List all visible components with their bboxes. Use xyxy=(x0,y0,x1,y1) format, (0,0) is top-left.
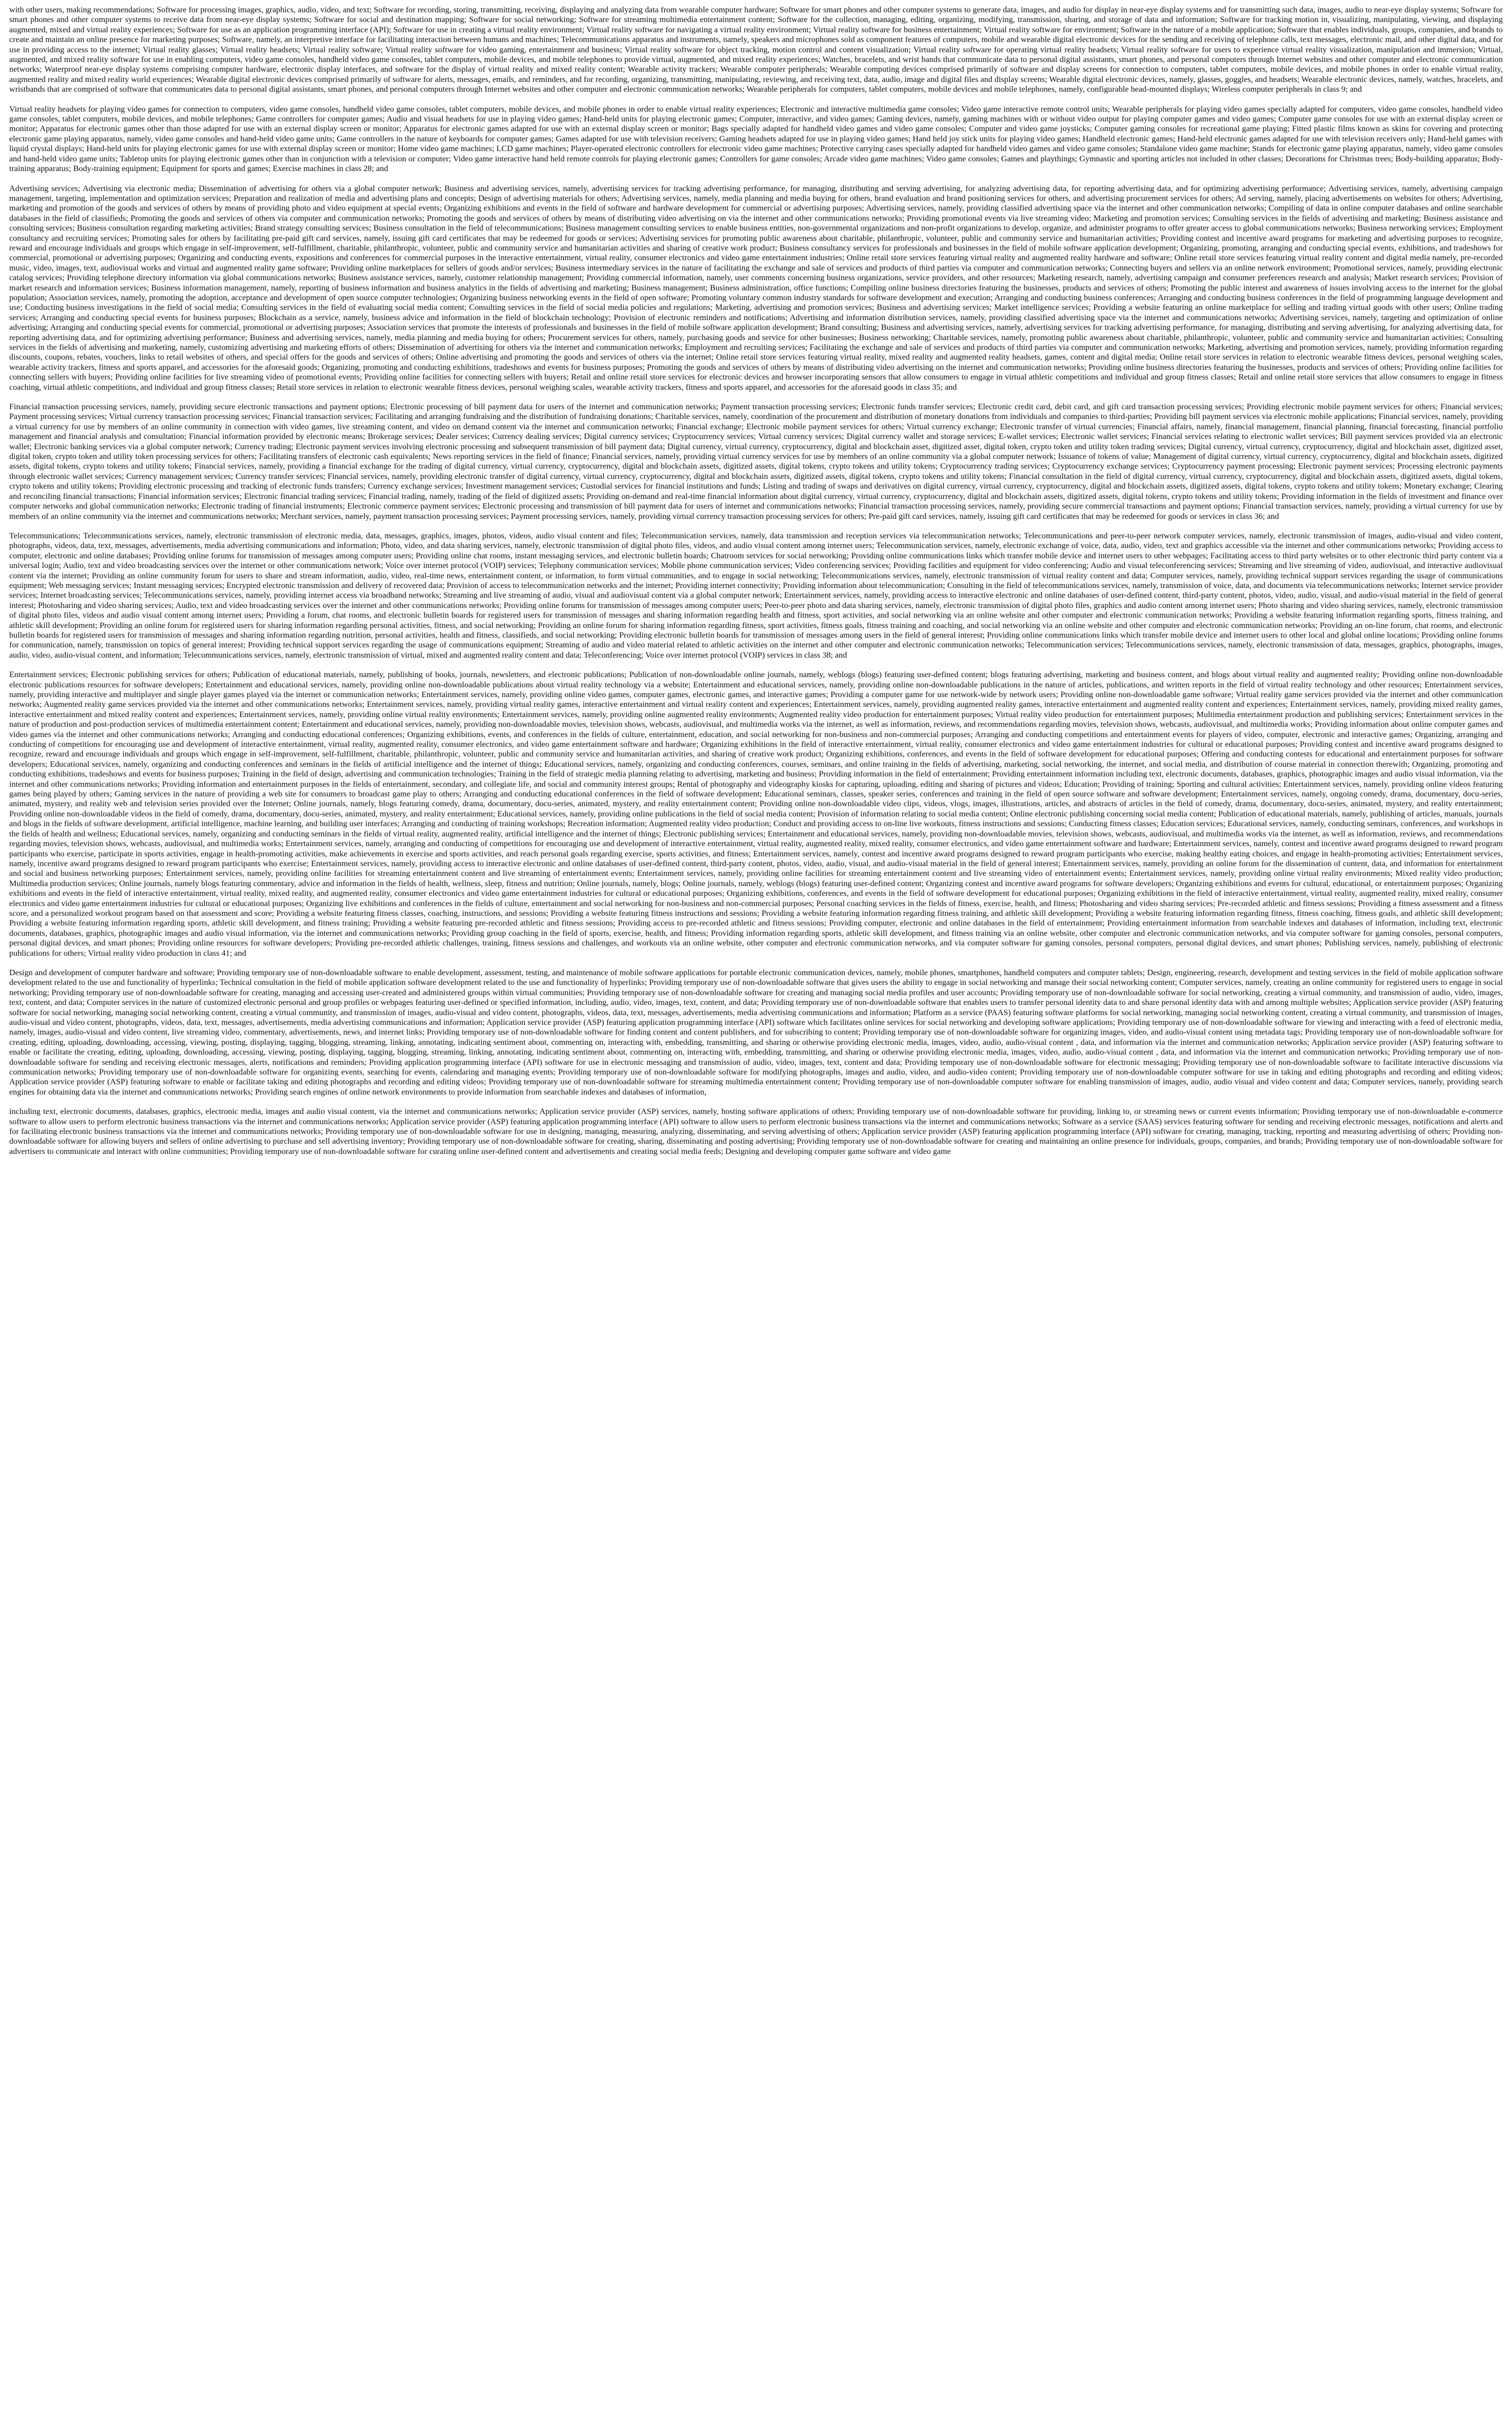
class-38-paragraph: Telecommunications; Telecommunications services, namely, electronic transmission of electronic media, data, messages, graphics, images, photos, videos, audio visual content and files; Telecommunication services, namely, data transmission and reception services via telecommunication networks; Telecommunications and peer-to-peer network computer services, namely, electronic transmission of images, audio-visual and video content, photographs, videos, data, text, messages, advertisements, media advertising communications and information; Photo, video, and data sharing services, namely, electronic transmission of digital photo files, videos, and audio visual content among internet users; Telecommunication services, namely, electronic exchange of voice, data, audio, video, text and graphics accessible via the internet and other communications networks; Providing access to computer, electronic and online databases; Providing online forums for transmission of messages among computer users; Providing online chat rooms, instant messaging services, and electronic bulletin boards; Chatroom services for social networking; Providing online communications links which transfer mobile device and internet users to other webpages; Facilitating access to third party websites or to other electronic third party content via a universal login; Audio, text and video broadcasting services over the internet or other communications network; Voice over internet protocol (VOIP) services; Telephony communication services; Mobile phone communication services; Video conferencing services; Providing facilities and equipment for video conferencing; Audio and visual teleconferencing services; Streaming and live streaming of video, audiovisual, and interactive audiovisual content via the internet; Providing an online community forum for users to share and stream information, audio, video, real-time news, entertainment content, or information, to form virtual communities, and to engage in social networking; Telecommunications services, namely, electronic transmission of virtual reality content and data; Computer services, namely, providing technical support services regarding the usage of communications equipment; Web messaging services; Instant messaging services; Encrypted electronic transmission and delivery of recovered data; Provision of access to telecommunication networks and the internet; Providing internet connectivity; Providing information about telecommunication; Consulting in the field of telecommunications services, namely, transmission of voice, data, and documents via telecommunications networks; Internet service provider services; Internet broadcasting services; Telecommunications services, namely, providing internet access via broadband networks; Streaming and live streaming of audio, visual and audiovisual content via a global computer network; Entertainment services, namely, providing access to interactive electronic and online databases of user-defined content, third-party content, photos, video, audio, visual, and audio-visual material in the field of general interest; Photosharing and video sharing services; Audio, text and video broadcasting services over the internet and other communications networks; Providing online forums for transmission of messages among computer users; Peer-to-peer photo and data sharing services, namely, electronic transmission of digital photo files, graphics and audio content among internet users; Photo sharing and video sharing services, namely, electronic transmission of digital photo files, videos and audio visual content among internet users; Providing a forum, chat rooms, and electronic bulletin boards for registered users for transmission of messages and sharing information regarding health and fitness, sport activities, and social networking via an online website and other computer and electronic communication networks; Providing a website featuring information regarding sports, fitness training, and athletic skill development; Providing an online forum for registered users for sharing information regarding personal activities, fitness, and social networking; Providing an online forum for sharing information regarding fitness, sport activities, fitness goals, fitness training and coaching, and social networking via an online website and other computer and electronic communication networks; Providing an on-line forum, chat rooms, and electronic bulletin boards for registered users for transmission of messages and sharing information regarding nutrition, personal activities, health and fitness, classifieds, and social networking; Providing electronic bulletin boards for transmission of messages among users in the field of general interest; Providing online communications links which transfer mobile device and internet users to other local and global online locations; Providing online forums for communication, namely, transmission on topics of general interest; Providing technical support services regarding the usage of communications equipment; Streaming of audio and video material related to athletic activities on the internet and other computer and electronic communication networks; Telecommunication services; Telecommunications services, namely, electronic transmission of data, messages, graphics, photographs, images, audio, video, audio-visual content, and information; Telecommunications services, namely, electronic transmission of virtual, mixed and augmented reality content and data; Teleconferencing; Voice over internet protocol (VOIP) services in class 38; and xyxy=(9,531,1503,660)
class-36-paragraph: Financial transaction processing services, namely, providing secure electronic transactions and payment options; Electronic processing of bill payment data for users of the internet and communication networks; Payment transaction processing services; Electronic funds transfer services; Electronic credit card, debit card, and gift card transaction processing services; Providing electronic mobile payment services for others; Financial services; Payment processing services; Virtual currency transaction processing services; Financial transaction services; Facilitating and arranging fundraising and the distribution of fundraising donations; Charitable services, namely, coordination of the procurement and distribution of monetary donations from individuals and companies to third-parties; Providing bill payment services via electronic mobile applications; Financial services, namely, providing a virtual currency for use by members of an online community in connection with video games, live streaming content, and video on demand content via the internet and communication networks; Financial exchange; Electronic mobile payment services for others; Virtual currency exchange; Electronic transfer of virtual currencies; Financial affairs, namely, financial management, financial planning, financial forecasting, financial portfolio management and financial analysis and consultation; Financial information provided by electronic means; Brokerage services; Dealer services; Currency dealing services; Digital currency services; Cryptocurrency services; Virtual currency services; Digital currency wallet and storage services; E-wallet services; Electronic wallet services; Financial services relating to electronic wallet services; Bill payment services provided via an electronic wallet; Electronic banking services via a global computer network; Currency trading; Electronic payment services involving electronic processing and subsequent transmission of bill payment data; Digital currency, virtual currency, cryptocurrency, digital and blockchain asset, digitized asset, digital token, crypto token and utility token trading services; Digital currency, virtual currency, cryptocurrency, digital and blockchain asset, digitized asset, digital token, crypto token and utility token processing services for others; Facilitating transfers of electronic cash equivalents; News reporting services in the field of finance; Financial services, namely, providing virtual currency services for use by members of an online community via a global computer network; Issuance of tokens of value; Management of digital currency, virtual currency, cryptocurrency, digital and blockchain assets, digitized assets, digital tokens, crypto tokens and utility tokens; Financial services, namely, providing a financial exchange for the trading of digital currency, virtual currency, cryptocurrency, digital and blockchain assets, digitized assets, digital tokens, crypto tokens and utility tokens; Cryptocurrency trading services; Cryptocurrency exchange services; Cryptocurrency payment processing; Electronic payment services; Processing electronic payments through electronic wallet services; Currency management services; Currency transfer services; Financial services, namely, providing electronic transfer of digital currency, virtual currency, cryptocurrency, digital and blockchain assets, digitized assets, digital tokens, crypto tokens and utility tokens; Financial consultation in the field of digital currency, virtual currency, cryptocurrency, digital and blockchain assets, digitized assets, digital tokens, crypto tokens and utility tokens; Providing electronic processing and tracking of electronic funds transfers; Currency exchange services; Investment management services; Custodial services for financial institutions and funds; Listing and trading of swaps and derivatives on digital currency, virtual currency, cryptocurrency, digital and blockchain assets, digitized assets, digital tokens, crypto tokens and utility tokens; Monetary exchange; Clearing and reconciling financial transactions; Financial information services; Electronic financial trading services; Financial trading, namely, trading of the field of digitized assets; Providing on-demand and real-time financial information about digital currency, virtual currency, cryptocurrency, digital and blockchain assets, digitized assets, digital tokens, crypto tokens and utility tokens; Providing information in the fields of investment and finance over computer networks and global communication networks; Electronic trading of financial instruments; Electronic commerce payment services; Electronic processing and transmission of bill payment data for users of internet and communications networks; Financial transaction processing services, namely, providing secure commercial transactions and payment options; Financial transaction services, namely, providing a virtual currency for use by members of an online community via the internet and communications networks; Merchant services, namely, payment transaction processing services; Payment processing services, namely, providing virtual currency transaction processing services for others; Pre-paid gift card services, namely, issuing gift card certificates that may be redeemed for goods or services in class 36; and xyxy=(9,402,1503,521)
class-42-continuation-paragraph: including text, electronic documents, databases, graphics, electronic media, images and audio visual content, via the internet and communications networks; Application service provider (ASP) services, namely, hosting software applications of others; Providing temporary use of non-downloadable software for providing, linking to, or streaming news or current events information; Providing temporary use of non-downloadable e-commerce software to allow users to perform electronic business transactions via the internet and communications networks; Application service provider (ASP) featuring application programming interface (API) software to allow users to perform electronic business transactions via the internet and communications networks; Software as a service (SAAS) services featuring software for sending and receiving electronic messages, notifications and alerts and for facilitating electronic business transactions via the internet and communications networks; Providing temporary use of non-downloadable software for use in designing, managing, measuring, analyzing, disseminating, and serving advertising of others; Application service provider (ASP) featuring application programming interface (API) software for creating, managing, tracking, reporting and measuring advertising of others; Providing non-downloadable software for allowing buyers and sellers of online advertising to purchase and sell advertising inventory; Providing temporary use of non-downloadable software for creating, sharing, disseminating and posting advertising; Providing temporary use of non-downloadable software for creating and maintaining an online presence for individuals, groups, companies, and brands; Providing temporary use of non-downloadable software for advertisers to communicate and interact with online communities; Providing temporary use of non-downloadable software for curating online user-defined content and advertisements and creating social media feeds; Designing and developing computer game software and video game xyxy=(9,1107,1503,1156)
class-41-paragraph: Entertainment services; Electronic publishing services for others; Publication of educational materials, namely, publishing of books, journals, newsletters, and electronic publications; Publication of non-downloadable online journals, namely, weblogs (blogs) featuring user-defined content; blogs featuring advertising, marketing and business content, and blogs about virtual reality and augmented reality; Providing online non-downloadable electronic publications resources for software developers; Entertainment and educational services, namely, providing online non-downloadable publications about virtual reality technology via a website; Entertainment and educational services, namely, providing online non-downloadable publications in the nature of articles, publications, and written reports in the field of virtual reality technology and other resources; Entertainment services, namely, providing interactive and multiplayer and single player games played via the internet or communication networks; Entertainment services, namely, providing online video games, computer games, electronic games, and interactive games; Providing a computer game for use network-wide by network users; Providing online non-downloadable game software; Virtual reality game services provided via the internet and other communication networks; Augmented reality game services provided via the internet and other communications networks; Entertainment services, namely, providing virtual reality games, interactive entertainment and virtual reality content and experiences; Entertainment services, namely, providing augmented reality games, interactive entertainment and augmented reality content and experiences; Entertainment services, namely, providing mixed reality games, interactive entertainment and mixed reality content and experiences; Entertainment services, namely, providing online virtual reality environments; Entertainment services, namely, providing online augmented reality environments; Augmented reality video production for entertainment purposes; Virtual reality video production for entertainment purposes; Multimedia entertainment production and publishing services; Entertainment services in the nature of production and post-production services of multimedia entertainment content; Entertainment and educational services, namely, providing non-downloadable movies, television shows, webcasts, audiovisual, and multimedia works via the internet, as well as information, reviews, and recommendations regarding movies, television shows, webcasts, audiovisual, and multimedia works; Providing information about online computer games and video games via the internet and other communications networks; Arranging and conducting educational conferences; Organizing exhibitions, events, and conferences in the fields of culture, entertainment, education, and social networking for non-business and non-commercial purposes; Arranging and conducting competitions and entertainment events for players of video, computer, electronic and interactive games; Organizing, arranging and conducting of competitions for encouraging use and development of interactive entertainment, virtual reality, augmented reality, consumer electronics, and video game entertainment software and hardware; Organizing exhibitions in the field of interactive entertainment, virtual reality, consumer electronics and video game entertainment industries for cultural or educational purposes; Providing contest and incentive award programs designed to recognize, reward and encourage individuals and groups which engage in self-improvement, self-fulfillment, charitable, philanthropic, volunteer, public and community service and humanitarian activities, and sharing of creative work product; Organizing exhibitions, conferences, and events in the field of software development for educational purposes; Offering and conducting contests for educational and entertainment purposes for software developers; Educational services, namely, organizing and conducting conferences and seminars in the fields of artificial intelligence and the internet of things; Educational services, namely, organizing and conducting conferences, courses, seminars, and online training in the fields of advertising, marketing, social networking, the internet, and social media, and distribution of course material in connection therewith; Organizing, promoting and conducting exhibitions, tradeshows and events for business purposes; Training in the field of design, advertising and communication technologies; Training in the field of strategic media planning relating to advertising, marketing and business; Providing information in the field of entertainment; Providing entertainment information including text, electronic documents, databases, graphics, photographic images and audio visual information, via the internet and other communications networks; Providing information and entertainment purposes in the fields of entertainment, secondary, and collegiate life, and social and community interest groups; Rental of photography and videography kiosks for capturing, uploading, editing and sharing of pictures and videos; Education; Providing of training; Sporting and cultural activities; Entertainment services, namely, providing online videos featuring games being played by others; Gaming services in the nature of providing a web site for consumers to broadcast game play to others; Arranging and conducting educational conferences in the field of software development; Educational seminars, classes, speaker series, conferences and training in the field of open source software and software development; Entertainment services, namely, ongoing comedy, drama, documentary, docu-series, animated, mystery, and reality web and television series provided over the Internet; Online journals, namely, blogs featuring comedy, drama, documentary, docu-series, animated, mystery, and reality entertainment content; Providing online non-downloadable video clips, videos, vlogs, images, illustrations, articles, and abstracts of articles in the field of comedy, drama, documentary, docu-series, animated, mystery, and reality entertainment; Providing online non-downloadable videos in the field of comedy, drama, documentary, docu-series, animated, mystery, and reality entertainment; Educational services, namely, providing online publications in the field of social media content; Provision of information relating to social media content; Online electronic publishing concerning social media content; Publication of educational materials, namely, publishing of articles, manuals, journals and blogs in the fields of software development, artificial intelligence, machine learning, and building user interfaces; Arranging and conducting of training workshops; Recreation information; Augmented reality video production; Conduct and providing access to on-line live workouts, fitness instructions and sessions; Conducting fitness classes; Education services; Educational services, namely, conducting seminars, conferences, and workshops in the fields of health and wellness; Educational services, namely, organizing and conducting seminars in the fields of virtual reality, augmented reality, artificial intelligence and the internet of things; Electronic publishing services; Entertainment and educational services, namely, providing non-downloadable movies, television shows, webcasts, audiovisual, and multimedia works via the internet, as well as information, reviews, and recommendations regarding movies, television shows, webcasts, audiovisual, and multimedia works; Entertainment services, namely, arranging and conducting of competitions for encouraging use and development of interactive entertainment, virtual reality, augmented reality, mixed reality, consumer electronics, and video game entertainment software and hardware; Entertainment services, namely, contest and incentive award programs designed to reward program participants who exercise, participate in sports activities, engage in health-promoting activities, make achievements in exercise and sports activities, and reach personal goals regarding exercise, sports activities, and fitness; Entertainment services, namely, contest and incentive award programs designed to reward program participants who exercise, making healthy eating choices, and engage in health-promoting activities; Entertainment services, namely, incentive award programs designed to reward program participants who exercise; Entertainment services, namely, providing access to interactive electronic and online databases of user-defined content, third-party content, photos, video, audio, visual, and audio-visual material in the field of general interest; Entertainment services, namely, providing an online forum for the dissemination of content, data, and information for entertainment and social and business networking purposes; Entertainment services, namely, providing online facilities for streaming entertainment content and live streaming of entertainment events; Entertainment services, namely, providing online facilities for streaming entertainment content and live streaming video of entertainment events; Entertainment services, namely, providing online virtual reality environments; Mixed reality video production; Multimedia production services; Online journals, namely blogs featuring commentary, advice and information in the fields of health, wellness, sleep, fitness and nutrition; Online journals, namely, blogs; Online journals, namely, weblogs (blogs) featuring user-defined content; Organizing contest and incentive award programs for software developers; Organizing exhibitions and events for cultural, educational, or entertainment purposes; Organizing exhibitions and events in the field of interactive entertainment, virtual reality, mixed reality, and augmented reality, consumer electronics and video game entertainment industries for cultural or educational purposes; Organizing exhibitions, conferences, and events in the field of software development for educational purposes; Organizing exhibitions in the field of interactive entertainment, virtual reality, augmented reality, mixed reality, consumer electronics and video game entertainment industries for cultural or educational purposes; Organizing live exhibitions and conferences in the fields of culture, entertainment and social networking for non-business and non-commercial purposes; Personal coaching services in the fields of fitness, exercise, health, and fitness; Photosharing and video sharing services; Pre-recorded athletic and fitness sessions; Providing a fitness assessment and a fitness score, and a personalized workout program based on that assessment and score; Providing a website featuring fitness classes, coaching, instructions, and sessions; Providing a website featuring fitness instructions and sessions; Providing a website featuring information regarding fitness training, and athletic skill development; Providing a website featuring information regarding fitness, fitness coaching, fitness goals, and athletic skill development; Providing a website featuring information regarding sports, athletic skill development, and fitness training; Providing a website featuring pre-recorded athletic and fitness sessions; Providing access to pre-recorded athletic and fitness sessions; Providing computer, electronic and online databases in the field of entertainment; Providing entertainment information from searchable indexes and databases of information, including text, electronic documents, databases, graphics, photographic images and audio visual information, via the internet and communications networks; Providing group coaching in the field of sports, exercise, health, and fitness; Providing information regarding sports, athletic skill development, and fitness training via an online website, other computer and electronic communication networks, and via computer software for gaming consoles, personal computers, personal digital devices, and smart phones; Providing online resources for software developers; Providing pre-recorded athletic challenges, training, fitness sessions and challenges, and workouts via an online website, other computer and electronic communication networks, and via computer software for gaming consoles, personal computers, personal digital devices, and smart phones; Publishing services, namely, publishing of electronic publications for others; Virtual reality video production in class 41; and xyxy=(9,670,1503,958)
class-42-paragraph: Design and development of computer hardware and software; Providing temporary use of non-downloadable software to enable development, assessment, testing, and maintenance of mobile software applications for portable electronic communication devices, namely, mobile phones, smartphones, handheld computers and computer tablets; Design, engineering, research, development and testing services in the field of mobile application software development related to the use and functionality of hyperlinks; Technical consultation in the field of mobile application software development related to the use and functionality of hyperlinks; Providing temporary use of non-downloadable software that gives users the ability to engage in social networking and manage their social networking content; Computer services, namely, creating an online community for registered users to engage in social networking; Providing temporary use of non-downloadable software for creating, managing and accessing user-created and administered groups within virtual communities; Providing temporary use of non-downloadable software for creating and managing social media profiles and user accounts; Providing temporary use of non-downloadable software for social networking, creating a virtual community, and transmission of audio, video, images, text, content, and data; Computer services in the nature of customized electronic personal and group profiles or webpages featuring user-defined or specified information, including, audio, video, images, text, content, and data; Providing temporary use of non-downloadable software that enables users to transfer personal identity data to and share personal identity data with and among multiple websites; Application service provider (ASP) featuring software for social networking, managing social networking content, creating a virtual community, and transmission of images, audio-visual and video content, photographs, videos, data, text, messages, advertisements, media advertising communications and information; Platform as a service (PAAS) featuring software platforms for social networking, managing social networking content, creating a virtual community, and transmission of images, audio-visual and video content, photographs, videos, data, text, messages, advertisements, media advertising communications and information; Application service provider (ASP) featuring application programming interface (API) software which facilitates online services for social networking and developing software applications; Providing temporary use of non-downloadable software for viewing and interacting with a feed of electronic media, namely, images, audio-visual and video content, live streaming video, commentary, advertisements, news, and internet links; Providing temporary use of non-downloadable software for finding content and content publishers, and for subscribing to content; Providing temporary use of non-downloadable software for organizing images, video, and audio-visual content using metadata tags; Providing temporary use of non-downloadable software for creating, editing, uploading, downloading, accessing, viewing, posting, displaying, tagging, blogging, streaming, linking, annotating, indicating sentiment about, commenting on, interacting with, embedding, transmitting, and sharing or otherwise providing electronic media, images, video, audio, audio-visual content , data, and information via the internet and communication networks; Application service provider (ASP) featuring software to enable or facilitate the creating, editing, uploading, downloading, accessing, viewing, posting, displaying, tagging, blogging, streaming, linking, annotating, indicating sentiment about, commenting on, interacting with, embedding, transmitting, and sharing or otherwise providing electronic media, images, video, audio, audio-visual content , data, and information via the internet and communication networks; Providing temporary use of non-downloadable software for sending and receiving electronic messages, alerts, notifications and reminders; Providing application programming interface (API) software for use in electronic messaging and transmission of audio, video, images, text, content and data; Providing temporary use of non-downloadable software for electronic messaging; Providing temporary use of non-downloadable software to facilitate interactive discussions via communication networks; Providing temporary use of non-downloadable software for organizing events, searching for events, calendaring and managing events; Providing temporary use of non-downloadable software for modifying photographs, images and audio, video, and audio-video content; Providing temporary use of non-downloadable computer software for use in taking and editing photographs and recording and editing videos; Application service provider (ASP) featuring software to enable or facilitate taking and editing photographs and recording and editing videos; Providing temporary use of non-downloadable software for streaming multimedia entertainment content; Providing temporary use of non-downloadable computer software for enabling transmission of images, audio, audio visual and video content and data; Computer services, namely, providing search engines for obtaining data via the internet and communications networks; Providing search engines of online network environments to provide information from searchable indexes and databases of information, xyxy=(9,967,1503,1097)
class-9-paragraph: with other users, making recommendations; Software for processing images, graphics, audio, video, and text; Software for recording, storing, transmitting, receiving, displaying and analyzing data from wearable computer hardware; Software for smart phones and other computer systems to generate data, images, and audio for display in near-eye display systems and for transmitting such data, images, audio to near-eye display systems; Software for smart phones and other computer systems to receive data from near-eye display systems; Software for social and destination mapping; Software for social networking; Software for streaming multimedia entertainment content; Software for the collection, managing, editing, organizing, modifying, transmission, sharing, and storage of data and information; Software for tracking motion in, visualizing, manipulating, viewing, and displaying augmented, mixed and virtual reality experiences; Software for use as an application programming interface (API); Software for use in creating a virtual reality environment; Virtual reality software for navigating a virtual reality environment; Virtual reality software for business entertainment; Virtual reality software for environment; Software in the nature of a mobile application; Software that enables individuals, groups, companies, and brands to create and maintain an online presence for marketing purposes; Software, namely, an interpretive interface for facilitating interaction between humans and machines; Telecommunications apparatus and instruments, namely, speakers and microphones sold as component features of computers, mobile and wearable digital electronic devices for the sending and receiving of telephone calls, text messages, electronic mail, and other digital data, and for use in providing access to the internet; Virtual reality glasses; Virtual reality headsets; Virtual reality software; Virtual reality software for video gaming, entertainment and business; Virtual reality software for object tracking, motion control and content visualization; Virtual reality software for operating virtual reality headsets; Virtual reality software for users to experience virtual reality visualization, manipulation and immersion; Virtual, augmented, and mixed reality software for use in enabling computers, video game consoles, handheld video game consoles, tablet computers, mobile devices, and mobile telephones to provide virtual, augmented, and mixed reality experiences; Watches, bracelets, and wrist bands that communicate data to personal digital assistants, smart phones, and personal computers through Internet websites and other computer and electronic communication networks; Waterproof near-eye display systems comprising computer hardware, electronic display interfaces, and software for the display of virtual reality and mixed reality content; Wearable activity trackers; Wearable computer peripherals; Wearable computing devices comprised primarily of software and display screens for connection to computers, tablet computers, mobile devices, and mobile phones in order to enable virtual reality, augmented reality and mixed reality world experiences; Wearable digital electronic devices comprised primarily of software for alerts, messages, emails, and reminders, and for recording, organizing, transmitting, manipulating, reviewing, and receiving text, data, audio, image and digital files and display screens; Wearable digital electronic devices, namely, glasses, goggles, and headsets; Wearable electronic devices, namely, watches, bracelets, and wristbands that are comprised of software that communicates data to personal digital assistants, smart phones, and personal computers through Internet websites and other computer and electronic communication networks; Wearable peripherals for computers, tablet computers, mobile devices and mobile telephones, namely, configurable head-mounted displays; Wireless computer peripherals in class 9; and xyxy=(9,5,1503,94)
class-35-paragraph: Advertising services; Advertising via electronic media; Dissemination of advertising for others via a global computer network; Business and advertising services, namely, advertising services for tracking advertising performance, for managing, distributing and serving advertising, for analyzing advertising data, for reporting advertising data, and for optimizing advertising performance; Advertising services, namely, advertising campaign management, targeting, implementation and optimization services; Preparation and realization of media and advertising plans and concepts; Design of advertising materials for others; Advertising services, namely, media planning and media buying for others, brand evaluation and brand positioning services for others, and advertising procurement services for others; Ad serving, namely, placing advertisements on websites for others; Advertising, marketing and promotion of the goods and services of others by means of providing photo and video equipment at special events; Organizing exhibitions and events in the field of software and hardware development for commercial or advertising purposes; Advertising services, namely, providing classified advertising space via the internet and other communication networks; Compiling of data in online computer databases and online searchable databases in the field of classifieds; Promoting the goods and services of others via computer and communication networks; Promoting the goods and services of others by means of distributing video advertising on via the internet and other communications networks; Providing promotional events via live streaming video; Marketing and promotion services; Consulting services in the fields of advertising and marketing; Business assistance and consulting services; Business consultation regarding marketing activities; Brand strategy consulting services; Business consultation in the field of telecommunications; Business management consulting services to enable business entities, non-governmental organizations and non-profit organizations to develop, organize, and administer programs to offer greater access to global communications networks; Business networking services; Employment consultancy and recruiting services; Promoting sales for others by facilitating pre-paid gift card services, namely, issuing gift card certificates that may be redeemed for goods or services; Advertising services for promoting public awareness about charitable, philanthropic, volunteer, public and community service and humanitarian activities; Providing contest and incentive award programs for marketing and advertising purposes to recognize, reward and encourage individuals and groups which engage in self-improvement, self-fulfillment, charitable, philanthropic, volunteer, public and community service and humanitarian activities and sharing of creative work product; Business consultancy services for professionals and businesses in the field of mobile software application development; Organizing, promoting, arranging and conducting special events, exhibitions, and tradeshows for commercial, promotional or advertising purposes; Organizing and conducting events, expositions and conferences for commercial purposes in the interactive entertainment, virtual reality, consumer electronics and video game entertainment industries; Online retail store services featuring virtual reality and augmented reality hardware and software; Online retail store services featuring virtual reality content and digital media namely, pre-recorded music, video, images, text, audiovisual works and virtual and augmented reality game software; Providing online marketplaces for sellers of goods and/or services; Business intermediary services in the nature of facilitating the exchange and sale of services and products of third parties via computer and communication networks; Connecting buyers and sellers via an online network environment; Promotional services, namely, providing electronic catalog services; Providing telephone directory information via global communications networks; Business assistance services, namely, customer relationship management; Providing commercial information, namely, user comments concerning business organizations, service providers, and other resources; Marketing research, namely, advertising campaign and consumer preferences research and analysis; Market research services; Provision of market research and information services; Business information management, namely, reporting of business information and business analytics in the fields of advertising and marketing; Business management; Business administration, office functions; Compiling online business directories featuring the businesses, products and services of others; Promoting the public interest and awareness of issues involving access to the internet for the global population; Association services, namely, promoting the adoption, acceptance and development of open source computer technologies; Organizing business networking events in the field of open software; Promoting voluntary common industry standards for software development and execution; Arranging and conducting business conferences; Arranging and conducting business conferences in the field of programming language development and use; Conducting business investigations in the field of social media; Consulting services in the field of evaluating social media content; Consulting services in the field of social media policies and regulations; Marketing, advertising and promotion services; Business and advertising services; Market intelligence services; Providing a website featuring an online marketplace for selling and trading virtual goods with other users; Online trading services; Arranging and conducting special events for business purposes; Blockchain as a service, namely, business advice and information in the field of blockchain technology; Provision of electronic reminders and notifications; Advertising and information distribution services, namely, providing classified advertising space via the internet and communications networks; Advertising services, namely, targeting and optimization of online advertising; Arranging and conducting special events for commercial, promotional or advertising purposes; Association services that promote the interests of professionals and businesses in the field of mobile software application development; Brand consulting; Business and advertising services, namely, advertising services for tracking advertising performance, for managing, distributing and serving advertising, for analyzing advertising data, for reporting advertising data, and for optimizing advertising performance; Business and advertising services, namely, media planning and media buying for others; Procurement services for others, namely, purchasing goods and service for other businesses; Business networking; Charitable services, namely, promoting public awareness about charitable, philanthropic, volunteer, public and community service and humanitarian activities; Consulting services in the fields of advertising and marketing, namely, customizing advertising and marketing efforts of others; Dissemination of advertising for others via the internet and communication networks; Employment and recruiting services; Facilitating the exchange and sale of services and products of third parties via computer and communication networks; Marketing, advertising and promotion services, namely, providing information regarding discounts, coupons, rebates, vouchers, links to retail websites of others, and special offers for the goods and services of others; Online advertising and promoting the goods and services of others via the internet; Online retail store services featuring virtual reality, mixed reality and augmented reality headsets, games, content and digital media; Online retail store services in relation to electronic wearable fitness devices, personal weighing scales, wearable activity trackers, fitness and sports apparel, and accessories for the aforesaid goods; Organizing, promoting and conducting exhibitions, tradeshows and events for business purposes; Promoting the goods and services of others by means of distributing video advertising on the internet and communication networks; Providing online business directories featuring the businesses, products and services of others; Providing online facilities for connecting sellers with buyers; Providing online facilities for live streaming video of promotional events; Providing online facilities for connecting sellers with buyers; Retail and online retail store services for electronic devices and browser incorporating sensors that allow consumers to engage in virtual athletic competitions and individual and group fitness classes; Retail and online retail store services that allow consumers to engage in fitness coaching, virtual athletic competitions, and individual and group fitness classes; Retail store services in relation to electronic wearable fitness devices, personal weighing scales, wearable activity trackers, fitness and sports apparel, and accessories for the aforesaid goods in class 35; and xyxy=(9,183,1503,392)
class-28-paragraph: Virtual reality headsets for playing video games for connection to computers, video game consoles, handheld video game consoles, tablet computers, mobile devices, and mobile phones in order to enable virtual reality experiences; Electronic and interactive multimedia game consoles; Video game interactive remote control units; Wearable peripherals for playing video games specially adapted for computers, video game consoles, handheld video game consoles, tablet computers, mobile devices, and mobile telephones; Game controllers for computer games; Audio and visual headsets for use in playing video games; Hand-held units for playing electronic games; Computer, interactive, and video games; Gaming devices, namely, gaming machines with or without video output for playing computer games and video games; Computer game consoles for use with an external display screen or monitor; Apparatus for electronic games other than those adapted for use with an external display screen or monitor; Apparatus for electronic games adapted for use with an external display screen or monitor; Bags specially adapted for handheld video games and video game consoles; Computer and video game joysticks; Computer gaming consoles for recreational game playing; Fitted plastic films known as skins for covering and protecting electronic game playing apparatus, namely, video game consoles and hand-held video game units; Game controllers in the nature of keyboards for computer games; Games adapted for use with television receivers; Gaming headsets adapted for use in playing video games; Hand held joy stick units for playing video games; Handheld electronic games; Hand-held electronic games adapted for use with television receivers only; Hand-held games with liquid crystal displays; Hand-held units for playing electronic games for use with external display screen or monitor; Home video game machines; LCD game machines; Player-operated electronic controllers for electronic video game machines; Protective carrying cases specially adapted for handheld video games and video game consoles; Standalone video game machine; Stands for electronic game playing apparatus, namely, video game consoles and hand-held video game units; Tabletop units for playing electronic games other than in conjunction with a television or computer; Video game interactive hand held remote controls for playing electronic games; Controllers for game consoles; Arcade video game machines; Video game consoles; Games and playthings; Gymnastic and sporting articles not included in other classes; Decorations for Christmas trees; Body-building apparatus; Body-training apparatus; Body-training equipment; Equipment for sports and games; Exercise machines in class 28; and xyxy=(9,104,1503,174)
